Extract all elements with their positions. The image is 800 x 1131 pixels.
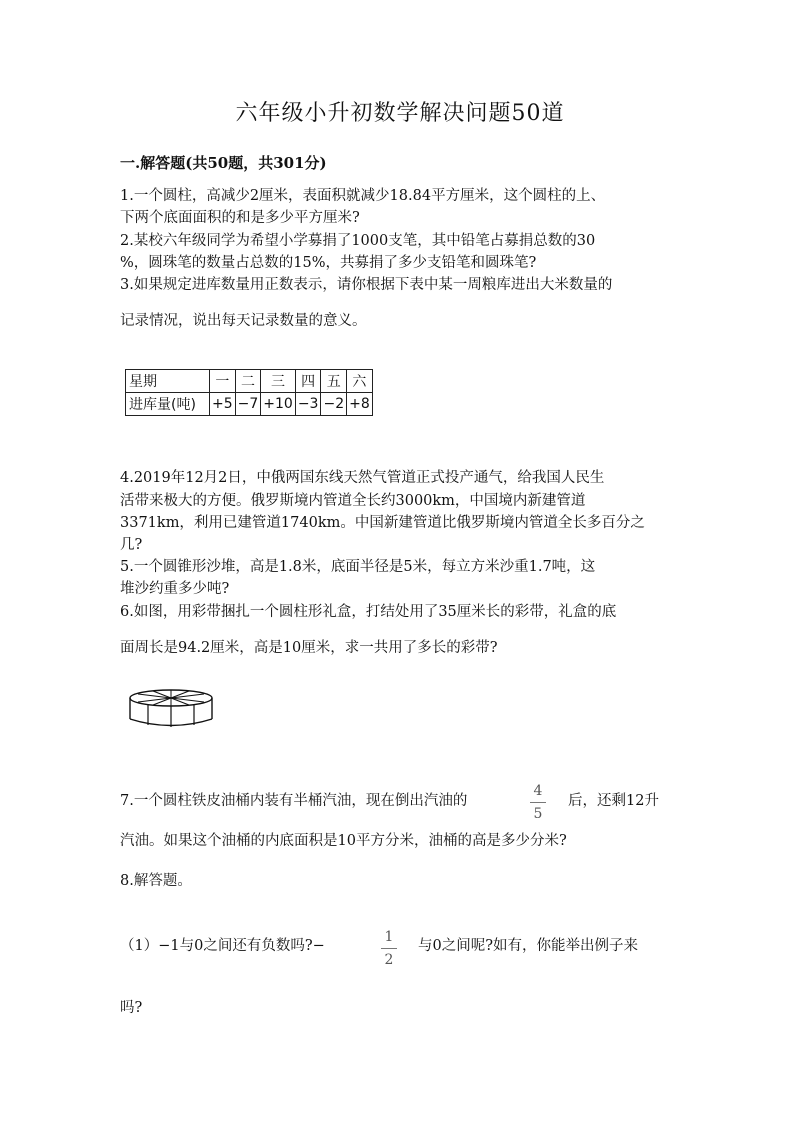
q6-line-2: 面周长是94.2厘米，高是10厘米，求一共用了多长的彩带? — [120, 640, 498, 656]
q1-line-2: 下两个底面面积的和是多少平方厘米? — [120, 210, 360, 226]
q4-line-2: 活带来极大的方便。俄罗斯境内管道全长约3000km，中国境内新建管道 — [120, 493, 586, 509]
page-title: 六年级小升初数学解决问题50道 — [235, 101, 565, 126]
table-day: 一 — [210, 370, 236, 393]
q2-line-1: 2.某校六年级同学为希望小学募捐了1000支笔，其中铅笔占募捐总数的30 — [120, 233, 596, 249]
q4-line-4: 几? — [120, 537, 143, 553]
table-day: 三 — [261, 370, 296, 393]
section-heading: 一.解答题(共50题，共301分) — [120, 154, 327, 172]
q5-line-2: 堆沙约重多少吨? — [120, 581, 230, 597]
table-row-label: 进库量(吨) — [126, 393, 210, 416]
q1-line-1: 1.一个圆柱，高减少2厘米，表面积就减少18.84平方厘米，这个圆柱的上、 — [120, 188, 606, 204]
fraction-bar — [530, 802, 546, 803]
table-value: −7 — [235, 393, 261, 416]
fraction-bar — [381, 948, 397, 949]
fraction-four-fifths — [530, 782, 546, 823]
table-day: 六 — [347, 370, 373, 393]
q8-1-line-2: 吗? — [120, 1000, 143, 1016]
table-value: −2 — [321, 393, 347, 416]
q2-line-2: %，圆珠笔的数量占总数的15%，共募捐了多少支铅笔和圆珠笔? — [120, 255, 537, 271]
q3-line-2: 记录情况，说出每天记录数量的意义。 — [120, 313, 367, 329]
fraction-numerator: 1 — [384, 929, 394, 945]
table-value: −3 — [295, 393, 321, 416]
table-day: 二 — [235, 370, 261, 393]
fraction-denominator: 5 — [533, 806, 543, 822]
q5-line-1: 5.一个圆锥形沙堆，高是1.8米，底面半径是5米，每立方米沙重1.7吨，这 — [120, 559, 596, 575]
q3-line-1: 3.如果规定进库数量用正数表示，请你根据下表中某一周粮库进出大米数量的 — [120, 277, 613, 293]
table-day: 五 — [321, 370, 347, 393]
q7-line-1-pre: 7.一个圆柱铁皮油桶内装有半桶汽油，现在倒出汽油的 — [120, 793, 468, 809]
q8-1-line-1-post: 与0之间呢?如有，你能举出例子来 — [418, 938, 638, 954]
q4-line-1: 4.2019年12月2日，中俄两国东线天然气管道正式投产通气，给我国人民生 — [120, 470, 605, 486]
table-value: +10 — [261, 393, 296, 416]
table-value-row — [126, 393, 373, 416]
table-value: +5 — [210, 393, 236, 416]
table-value: +8 — [347, 393, 373, 416]
q7-line-2: 汽油。如果这个油桶的内底面积是10平方分米，油桶的高是多少分米? — [120, 833, 567, 849]
q7-line-1-post: 后，还剩12升 — [568, 793, 659, 809]
q8-1-line-1-pre: （1）−1与0之间还有负数吗?− — [120, 938, 325, 954]
q4-line-3: 3371km，利用已建管道1740km。中国新建管道比俄罗斯境内管道全长多百分之 — [120, 515, 645, 531]
fraction-one-half — [381, 928, 397, 969]
table-day: 四 — [295, 370, 321, 393]
q8-heading: 8.解答题。 — [120, 873, 192, 889]
table-header-row — [126, 370, 373, 393]
fraction-numerator: 4 — [533, 783, 543, 799]
fraction-denominator: 2 — [384, 952, 394, 968]
cylinder-gift-box-figure — [128, 688, 218, 730]
q6-line-1: 6.如图，用彩带捆扎一个圆柱形礼盒，打结处用了35厘米长的彩带，礼盒的底 — [120, 604, 617, 620]
table-header-label: 星期 — [126, 370, 210, 393]
grain-table — [125, 369, 373, 416]
